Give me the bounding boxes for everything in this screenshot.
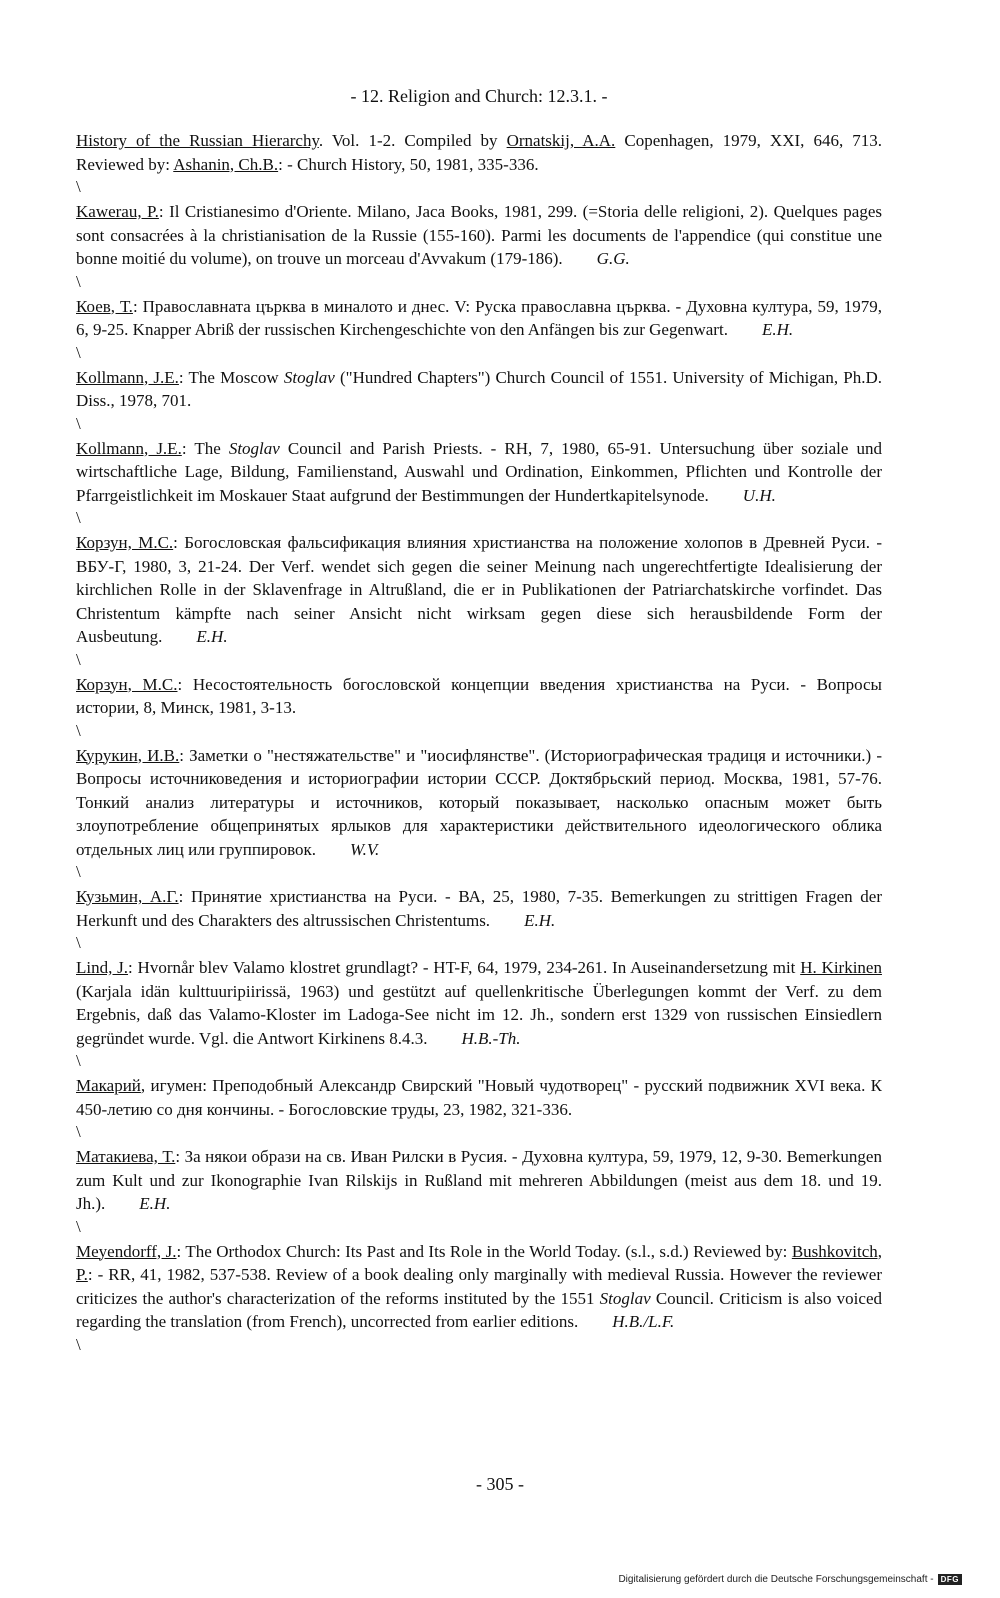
bibliography-entry: [76, 1240, 882, 1334]
entry-text: , игумен: Преподобный Александр Свирский "Новый чудотворец" - русский подвижник XVI века. К 450-летию со дня кончины. - Богословские труды, 23, 1982, 321-336.: [76, 1076, 882, 1119]
entry-text: : - RR, 41, 1982, 537-538. Review of a book dealing only marginally with medieval Russia. However the reviewer criticizes the author's characterization of the reforms instituted by the 1551: [76, 1265, 882, 1308]
digitization-credit: [618, 1574, 962, 1585]
dfg-logo: DFG: [938, 1574, 962, 1585]
entry-separator: \: [76, 271, 81, 291]
entry-italic: Stoglav: [283, 367, 335, 387]
entry-author: Kollmann, J.E.: [76, 438, 182, 458]
entry-text: . Vol. 1-2. Compiled by: [318, 131, 507, 150]
bibliography-entry: [76, 885, 882, 932]
entry-author: Коев, Т.: [76, 296, 133, 316]
entry-signature: H.B.-Th.: [461, 1028, 521, 1048]
entry-separator: \: [76, 177, 81, 196]
entry-italic: Stoglav: [228, 438, 280, 458]
entry-signature: E.H.: [524, 910, 556, 930]
bibliography-entry: [76, 1145, 882, 1216]
entry-separator: \: [76, 862, 81, 881]
entry-signature: G.G.: [596, 249, 630, 268]
entry-author: Kawerau, P.: [76, 202, 159, 221]
entry-text: Copenhagen, 1979, XXI, 646, 713. Reviewed by:: [76, 131, 883, 174]
entry-author: History of the Russian Hierarchy: [76, 131, 319, 150]
bibliography-entry: [76, 531, 882, 649]
entry-signature: H.B./L.F.: [612, 1312, 675, 1331]
entry-separator: \: [76, 1216, 81, 1236]
entry-list: [76, 129, 882, 1356]
entry-separator: \: [76, 649, 81, 669]
bibliography-entry: [76, 295, 882, 342]
entry-text: (Karjala idän kulttuuripiirissä, 1963) und gestützt auf quellenkritische Überlegungen kommt der Verf. zu dem Ergebnis, daß das Valamo-Kloster im Ladoga-See nicht im 12. Jh., sondern erst 1329 von russischen Einsiedlern gegründet wurde. Vgl. die Antwort Kirkinens 8.4.3.: [76, 981, 882, 1048]
entry-text: : Заметки о "нестяжательстве" и "иосифлянстве". (Историографическая традиця и источники.) - Вопросы источниковедения и историографии истории СССР. Доктябрьский период. Москва, 1981, 57-76. Тонкий анализ литературы и источников, который показывает, насколько опасным может быть злоупотребление общепринятых ярлыков для характеристики действительного идеологического облика отдельных лиц или группировок.: [76, 745, 882, 859]
entry-separator: \: [76, 1122, 81, 1141]
entry-separator: \: [76, 1051, 81, 1070]
entry-author: Bushkovitch, P.: [76, 1241, 883, 1284]
entry-text: : Hvornår blev Valamo klostret grundlagt? - HT-F, 64, 1979, 234-261. In Auseinandersetzung mit: [128, 958, 801, 977]
bibliography-entry: [76, 366, 882, 413]
entry-text: : Православната църква в миналото и днес. V: Руска православна църква. - Духовна култура, 59, 1979, 6, 9-25. Knapper Abriß der russischen Kirchengeschichte von den Anfängen bis zur Gegenwart.: [76, 296, 882, 339]
bibliography-entry: [76, 437, 882, 508]
page-number: - 305 -: [476, 1474, 524, 1494]
entry-text: : The Moscow: [178, 367, 284, 387]
bibliography-entry: [76, 1074, 882, 1121]
entry-separator: \: [76, 933, 81, 952]
entry-signature: W.V.: [350, 839, 380, 859]
bibliography-entry: [76, 129, 882, 176]
entry-separator: \: [76, 720, 81, 740]
entry-text: : The Orthodox Church: Its Past and Its Role in the World Today. (s.l., s.d.) Reviewed by:: [176, 1241, 792, 1261]
bibliography-entry: [76, 673, 882, 720]
entry-author: Kollmann, J.E.: [76, 367, 179, 387]
bibliography-entry: [76, 956, 882, 1050]
entry-signature: E.H.: [139, 1194, 171, 1213]
entry-text: Council and Parish Priests. - RH, 7, 1980, 65-91. Untersuchung über soziale und wirtschaftliche Lage, Bildung, Familienstand, Auswahl und Ordination, Einkommen, Pflichten und Kontrolle der Pfarrgeistlichkeit im Moskauer Staat aufgrund der Bestimmungen der Hundertkapitelsynode.: [76, 438, 882, 505]
entry-text: : За някои образи на св. Иван Рилски в Русия. - Духовна култура, 59, 1979, 12, 9-30. Bemerkungen zum Kult und zur Ikonographie Ivan Rilskijs in Rußland mit mehreren Abbildungen (meist aus dem 18. und 19. Jh.).: [76, 1147, 882, 1213]
entry-signature: E.H.: [761, 320, 794, 339]
entry-author: Корзун, М.С.: [76, 533, 174, 552]
entry-author: Корзун, М.С.: [76, 674, 178, 694]
entry-separator: \: [76, 413, 81, 433]
entry-author: Ashanin, Ch.B.: [173, 154, 279, 174]
bibliography-page: [76, 86, 882, 1358]
entry-text: : Богословская фальсификация влияния христианства на положение холопов в Древней Руси. - ВБУ-Г, 1980, 3, 21-24. Der Verf. wendet sich gegen die seiner Meinung nach ungerechtfertigte Idealisierung der kirchlichen Rolle in der Sklavenfrage in Altrußland, die er in Publikationen der Patriarchatskirche vorfindet. Das Christentum kämpfte nach seiner Ansicht nicht wirksam gegen diese sich herausbildende Form der Ausbeutung.: [76, 533, 882, 646]
entry-signature: E.H.: [196, 627, 228, 646]
entry-italic: Stoglav: [599, 1288, 651, 1308]
entry-author: Макарий: [76, 1076, 141, 1095]
section-header: - 12. Religion and Church: 12.3.1. -: [350, 86, 608, 106]
entry-signature: U.H.: [742, 485, 776, 505]
entry-author: Ornatskij, A.A.: [506, 131, 616, 150]
entry-separator: \: [76, 508, 81, 527]
entry-separator: \: [76, 342, 81, 362]
entry-author: Курукин, И.В.: [76, 745, 180, 765]
entry-text: : The: [181, 438, 229, 458]
entry-author: Матакиева, Т.: [76, 1147, 176, 1166]
entry-author: Lind, J.: [76, 958, 129, 977]
bibliography-entry: [76, 744, 882, 862]
bibliography-entry: [76, 200, 882, 271]
entry-author: H. Kirkinen: [800, 958, 882, 977]
entry-author: Meyendorff, J.: [76, 1241, 177, 1261]
entry-text: : Несостоятельность богословской концепции введения христианства на Руси. - Вопросы истории, 8, Минск, 1981, 3-13.: [76, 674, 882, 717]
entry-text: ("Hundred Chapters") Church Council of 1551. University of Michigan, Ph.D. Diss., 1978, 701.: [76, 367, 883, 410]
entry-text: : Принятие христианства на Руси. - ВА, 25, 1980, 7-35. Bemerkungen zu strittigen Fragen der Herkunft und des Charakters des altrussischen Christentums.: [76, 887, 882, 930]
entry-text: : - Church History, 50, 1981, 335-336.: [278, 154, 539, 174]
entry-separator: \: [76, 1334, 81, 1354]
entry-text: : Il Cristianesimo d'Oriente. Milano, Jaca Books, 1981, 299. (=Storia delle religioni, 2). Quelques pages sont consacrées à la christianisation de la Russie (155-160). Parmi les documents de l'appendice (qui constitue une bonne moitié du volume), on trouve un morceau d'Avvakum (179-186).: [76, 202, 883, 268]
entry-author: Кузьмин, А.Г.: [76, 887, 179, 906]
entry-text: Council. Criticism is also voiced regarding the translation (from French), uncorrected from earlier editions.: [76, 1288, 882, 1331]
credit-text: Digitalisierung gefördert durch die Deutsche Forschungsgemeinschaft -: [618, 1574, 934, 1585]
